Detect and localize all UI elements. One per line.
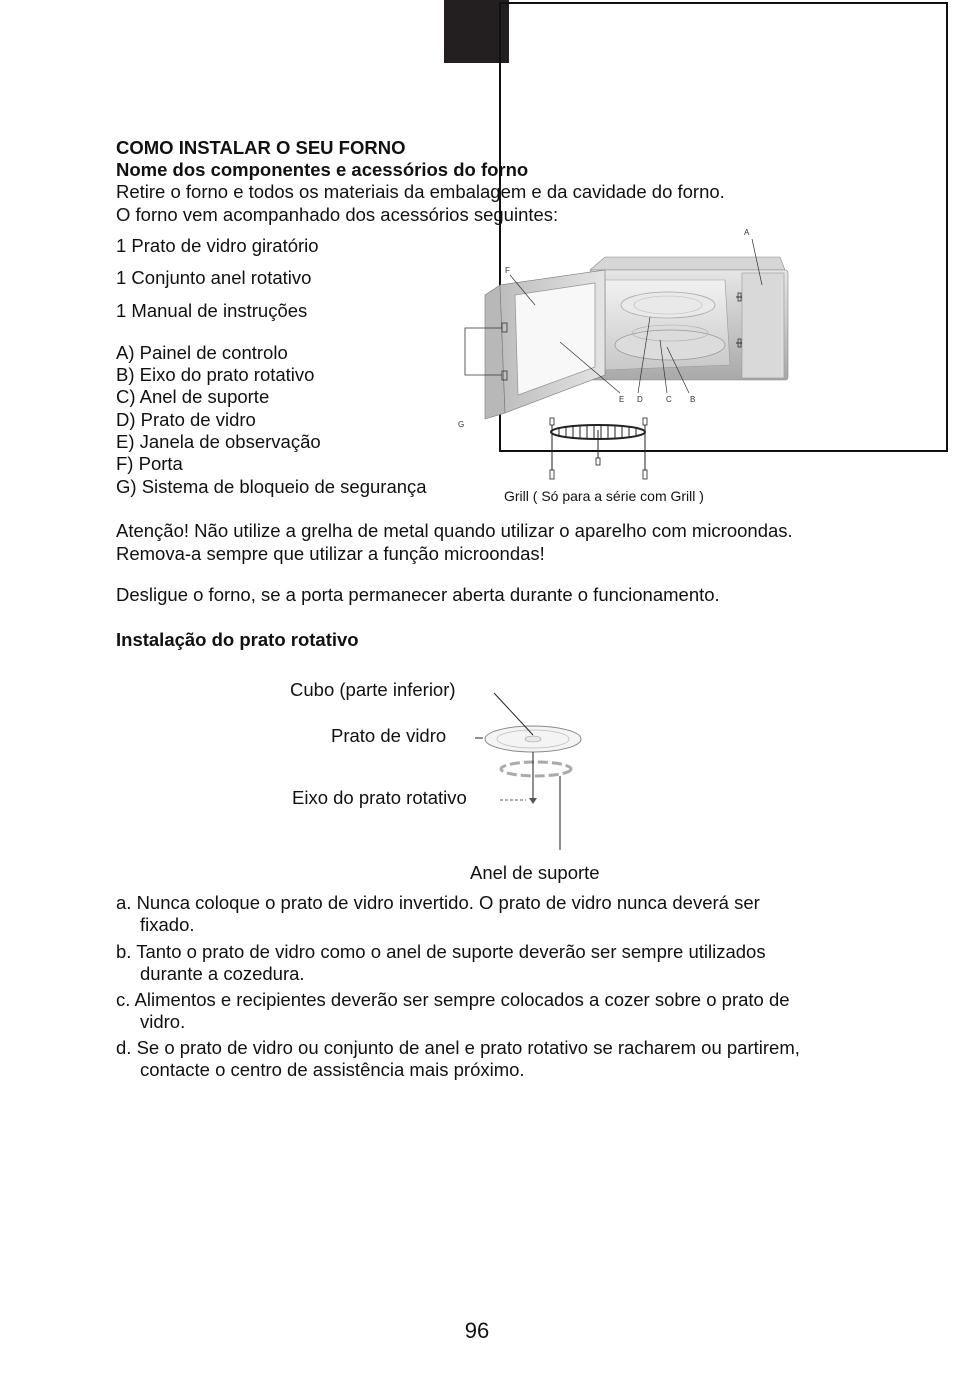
component-item: E) Janela de observação [116, 431, 321, 452]
note-item [116, 941, 766, 985]
warning-line-2: Remova-a sempre que utilizar a função microondas! [116, 543, 545, 564]
oven-label-a: A [744, 228, 750, 237]
note-text-continued: contacte o centro de assistência mais próximo. [140, 1059, 525, 1080]
intro-line-2: O forno vem acompanhado dos acessórios seguintes: [116, 204, 559, 225]
turntable-heading: Instalação do prato rotativo [116, 629, 359, 650]
oven-label-b: B [690, 395, 696, 404]
accessory-item: 1 Conjunto anel rotativo [116, 267, 312, 288]
oven-label-f: F [505, 266, 510, 275]
label-ring: Anel de suporte [470, 862, 600, 883]
section-title: COMO INSTALAR O SEU FORNO [116, 137, 406, 158]
note-text: b. Tanto o prato de vidro como o anel de suporte deverão ser sempre utilizados [116, 941, 766, 962]
intro-line-1: Retire o forno e todos os materiais da embalagem e da cavidade do forno. [116, 181, 725, 202]
note-text-continued: vidro. [140, 1011, 186, 1032]
note-item [116, 989, 790, 1033]
component-item: B) Eixo do prato rotativo [116, 364, 315, 385]
oven-label-d: D [637, 395, 643, 404]
note-text: d. Se o prato de vidro ou conjunto de anel e prato rotativo se racharem ou partirem, [116, 1037, 800, 1058]
note-item [116, 1037, 800, 1081]
component-item: G) Sistema de bloqueio de segurança [116, 476, 427, 497]
oven-label-g: G [458, 420, 465, 429]
oven-label-e: E [619, 395, 625, 404]
label-shaft: Eixo do prato rotativo [292, 787, 467, 808]
component-item: F) Porta [116, 453, 183, 474]
note-text: c. Alimentos e recipientes deverão ser sempre colocados a cozer sobre o prato de [116, 989, 790, 1010]
note-text-continued: fixado. [140, 914, 195, 935]
warning-line-3: Desligue o forno, se a porta permanecer aberta durante o funcionamento. [116, 584, 720, 605]
grill-caption: Grill ( Só para a série com Grill ) [504, 488, 704, 504]
accessory-item: 1 Manual de instruções [116, 300, 308, 321]
component-item: A) Painel de controlo [116, 342, 288, 363]
note-text: a. Nunca coloque o prato de vidro invertido. O prato de vidro nunca deverá ser [116, 892, 760, 913]
label-glass: Prato de vidro [331, 725, 447, 746]
component-item: C) Anel de suporte [116, 386, 270, 407]
microwave-illustration [455, 225, 800, 485]
page-number: 96 [464, 1318, 490, 1343]
warning-line-1: Atenção! Não utilize a grelha de metal quando utilizar o aparelho com microondas. [116, 520, 793, 541]
section-subtitle: Nome dos componentes e acessórios do forno [116, 159, 529, 180]
turntable-illustration [470, 680, 600, 855]
accessory-item: 1 Prato de vidro giratório [116, 235, 319, 256]
component-item: D) Prato de vidro [116, 409, 256, 430]
oven-label-c: C [666, 395, 672, 404]
note-item [116, 892, 760, 936]
label-hub: Cubo (parte inferior) [290, 679, 456, 700]
note-text-continued: durante a cozedura. [140, 963, 305, 984]
